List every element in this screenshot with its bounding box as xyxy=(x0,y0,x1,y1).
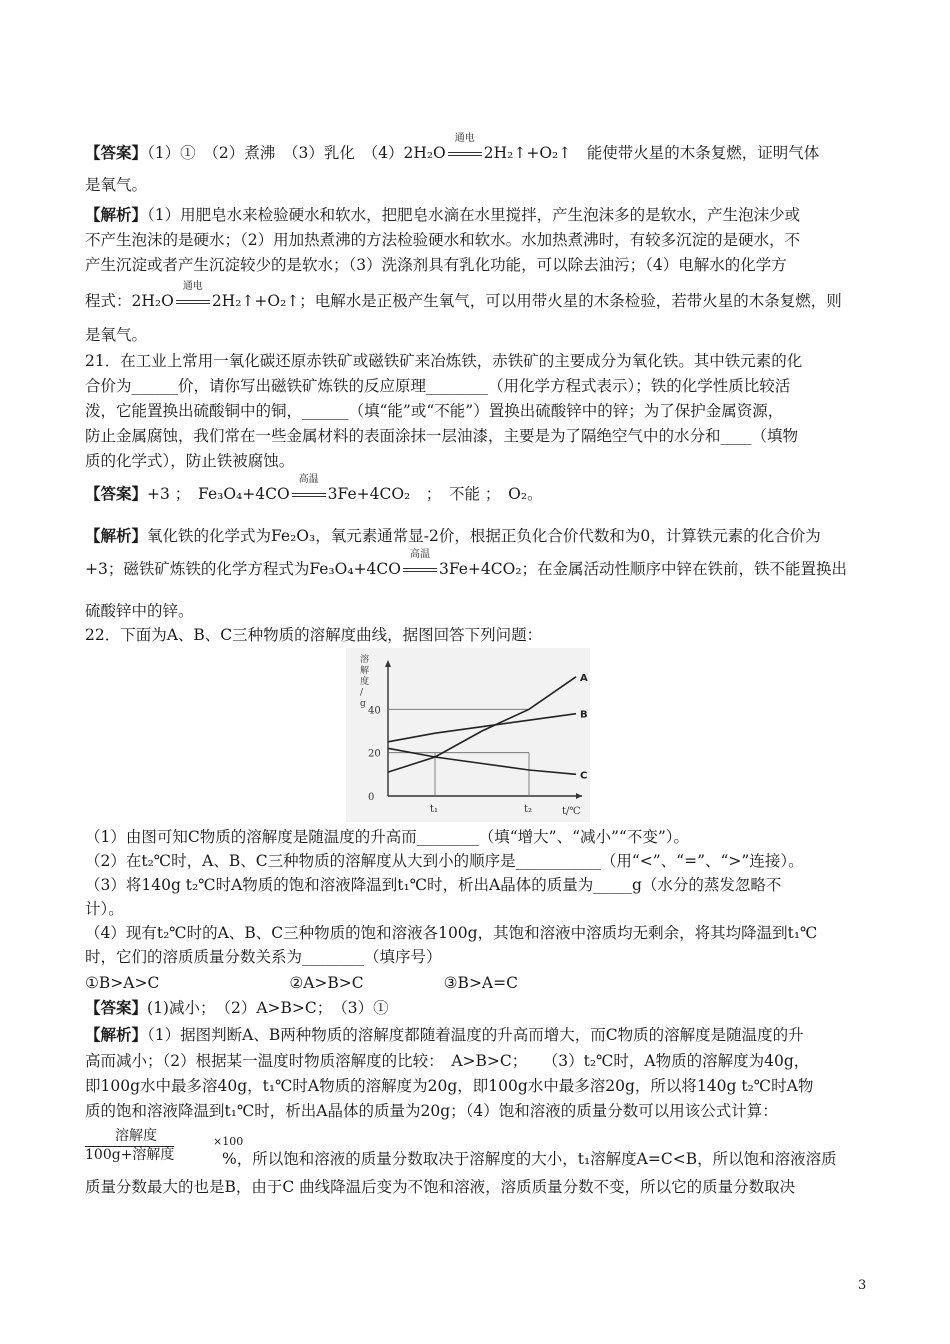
analysis-text: 2H₂↑+O₂↑；电解水是正极产生氧气，可以用带火星的木条检验，若带火星的木条复燃，则 xyxy=(211,292,842,310)
solubility-chart-svg xyxy=(346,648,590,822)
solubility-chart xyxy=(346,648,590,822)
q20-answer-line xyxy=(85,133,820,164)
analysis-tag: 【解析】 xyxy=(85,205,148,224)
q20-answer-text-a: （1）① （2）煮沸 （3）乳化 （4）2H₂O xyxy=(147,144,446,162)
condition-label: 通电 xyxy=(182,281,203,292)
q21-line4: 防止金属腐蚀，我们常在一些金属材料的表面涂抹一层油漆，主要是为了隔绝空气中的水分和____（填物 xyxy=(85,427,799,445)
q22-intro: 22．下面为A、B、C三种物质的溶解度曲线，据图回答下列问题： xyxy=(85,626,543,644)
x-tick-label: t₁ xyxy=(430,804,439,815)
y-axis-title: 溶解度/ g xyxy=(360,655,370,709)
condition-label: 通电 xyxy=(454,133,475,144)
reaction-condition xyxy=(292,474,326,505)
condition-label: 高温 xyxy=(409,549,430,560)
condition-label: 高温 xyxy=(298,474,319,485)
mass-fraction-formula xyxy=(85,1128,244,1163)
q22-analysis-line1 xyxy=(85,1024,804,1046)
answer-tag: 【答案】 xyxy=(85,484,148,503)
analysis-tag: 【解析】 xyxy=(85,526,148,545)
formula-denominator: 100g+溶解度 xyxy=(85,1147,175,1163)
y-tick-label: 0 xyxy=(368,792,375,803)
q22-p1: （1）由图可知C物质的溶解度是随温度的升高而________（填“增大”、“减小”“不变”）。 xyxy=(85,828,690,846)
q21-answer-text-b: 3Fe+4CO₂ ； 不能 ； O₂。 xyxy=(327,485,543,503)
analysis-text: +3；磁铁矿炼铁的化学方程式为Fe₃O₄+4CO xyxy=(85,560,401,578)
series-a-line xyxy=(388,677,576,772)
q21-analysis-line3: 硫酸锌中的锌。 xyxy=(85,602,194,620)
reaction-condition xyxy=(403,549,437,580)
q22-analysis-line5: %，所以饱和溶液的质量分数取决于溶解度的大小，t₁溶解度A=C<B，所以饱和溶液溶质 xyxy=(222,1150,837,1168)
q20-answer-text-b: 2H₂↑+O₂↑ 能使带火星的木条复燃，证明气体 xyxy=(483,144,820,162)
reaction-condition xyxy=(448,133,482,164)
q22-options xyxy=(85,972,518,994)
option-2: ②A>B>C xyxy=(289,974,364,992)
analysis-text: 程式：2H₂O xyxy=(85,292,174,310)
q22-analysis-line6: 质量分数最大的也是B，由于C 曲线降温后变为不饱和溶液，溶质质量分数不变，所以它的质量分数取决 xyxy=(85,1178,796,1196)
option-3: ③B>A=C xyxy=(443,974,518,992)
answer-tag: 【答案】 xyxy=(85,998,148,1017)
q22-p4a: （4）现有t₂℃时的A、B、C三种物质的饱和溶液各100g，其饱和溶液中溶质均无剩余，将其均降温到t₁℃ xyxy=(85,924,818,942)
formula-numerator: 溶解度 xyxy=(85,1128,174,1147)
series-c-label: C xyxy=(580,770,588,782)
x-axis-title: t/℃ xyxy=(562,806,581,817)
q22-p3a: （3）将140g t₂℃时A物质的饱和溶液降温到t₁℃时，析出A晶体的质量为_____g（水分的蒸发忽略不 xyxy=(85,876,782,894)
analysis-text: 氧化铁的化学式为Fe₂O₃，氧元素通常显-2价，根据正负化合价代数和为0，计算铁元素的化合价为 xyxy=(147,527,821,545)
q22-p3b: 计）。 xyxy=(85,900,124,918)
reaction-condition xyxy=(176,281,210,312)
x-tick-label: t₂ xyxy=(524,804,533,815)
q22-answer-text: (1)减小； （2）A>B>C； （3）① xyxy=(147,999,389,1017)
y-tick-label: 40 xyxy=(368,705,381,717)
series-c-line xyxy=(388,748,576,774)
q20-analysis-line1 xyxy=(85,204,800,226)
y-axis-arrow xyxy=(385,660,391,667)
q20-analysis-line5: 是氧气。 xyxy=(85,326,148,344)
q21-line2: 合价为______价，请你写出磁铁矿炼铁的反应原理________（用化学方程式表示）；铁的化学性质比较活 xyxy=(85,377,791,395)
q22-analysis-line2: 高而减小；（2）根据某一温度时物质溶解度的比较： A>B>C； （3）t₂℃时，A物质的溶解度为40g， xyxy=(85,1052,810,1070)
q21-analysis-line2 xyxy=(85,549,848,580)
analysis-text: （1）用肥皂水来检验硬水和软水，把肥皂水滴在水里搅拌，产生泡沫多的是软水，产生泡沫少或 xyxy=(147,206,801,224)
analysis-text: 3Fe+4CO₂；在金属活动性顺序中锌在铁前，铁不能置换出 xyxy=(438,560,848,578)
q21-line3: 泼，它能置换出硫酸铜中的铜，______（填“能”或“不能”）置换出硫酸锌中的锌；为了保护金属资源， xyxy=(85,402,784,420)
q20-analysis-line4 xyxy=(85,281,842,312)
q20-answer-line2: 是氧气。 xyxy=(85,176,148,194)
q21-answer-text-a: +3 ； Fe₃O₄+4CO xyxy=(147,485,290,503)
q22-p4b: 时，它们的溶质质量分数关系为________（填序号） xyxy=(85,948,442,966)
q21-line1: 21．在工业上常用一氧化碳还原赤铁矿或磁铁矿来冶炼铁，赤铁矿的主要成分为氧化铁。其中铁元素的化 xyxy=(85,352,803,370)
series-b-line xyxy=(388,714,576,742)
q20-analysis-line3: 产生沉淀或者产生沉淀较少的是软水；（3）洗涤剂具有乳化功能，可以除去油污；（4）电解水的化学方 xyxy=(85,256,787,274)
option-1: ①B>A>C xyxy=(85,974,160,992)
analysis-text: （1）据图判断A、B两种物质的溶解度都随着温度的升高而增大，而C物质的溶解度是随温度的升 xyxy=(147,1026,804,1044)
formula-multiplier: ×100 xyxy=(213,1135,244,1148)
series-a-label: A xyxy=(580,672,588,684)
q22-analysis-line4: 质的饱和溶液降温到t₁℃时，析出A晶体的质量为20g；（4）饱和溶液的质量分数可以用该公式计算： xyxy=(85,1102,778,1120)
q22-p2: （2）在t₂℃时，A、B、C三种物质的溶解度从大到小的顺序是___________（用“<”、“=”、“>”连接）。 xyxy=(85,852,804,870)
q21-analysis-line1 xyxy=(85,525,821,547)
y-tick-label: 20 xyxy=(368,748,381,760)
page-number: 3 xyxy=(858,1278,867,1293)
q22-analysis-line3: 即100g水中最多溶40g，t₁℃时A物质的溶解度为20g，即100g水中最多溶20g，所以将140g t₂℃时A物 xyxy=(85,1077,814,1095)
q20-analysis-line2: 不产生泡沫的是硬水；（2）用加热煮沸的方法检验硬水和软水。水加热煮沸时，有较多沉淀的是硬水，不 xyxy=(85,231,801,249)
q21-line5: 质的化学式），防止铁被腐蚀。 xyxy=(85,452,295,470)
analysis-tag: 【解析】 xyxy=(85,1025,148,1044)
answer-tag: 【答案】 xyxy=(85,143,148,162)
x-axis-arrow xyxy=(576,793,582,799)
series-b-label: B xyxy=(580,709,588,721)
q22-answer-line xyxy=(85,997,389,1019)
q21-answer-line xyxy=(85,474,543,505)
